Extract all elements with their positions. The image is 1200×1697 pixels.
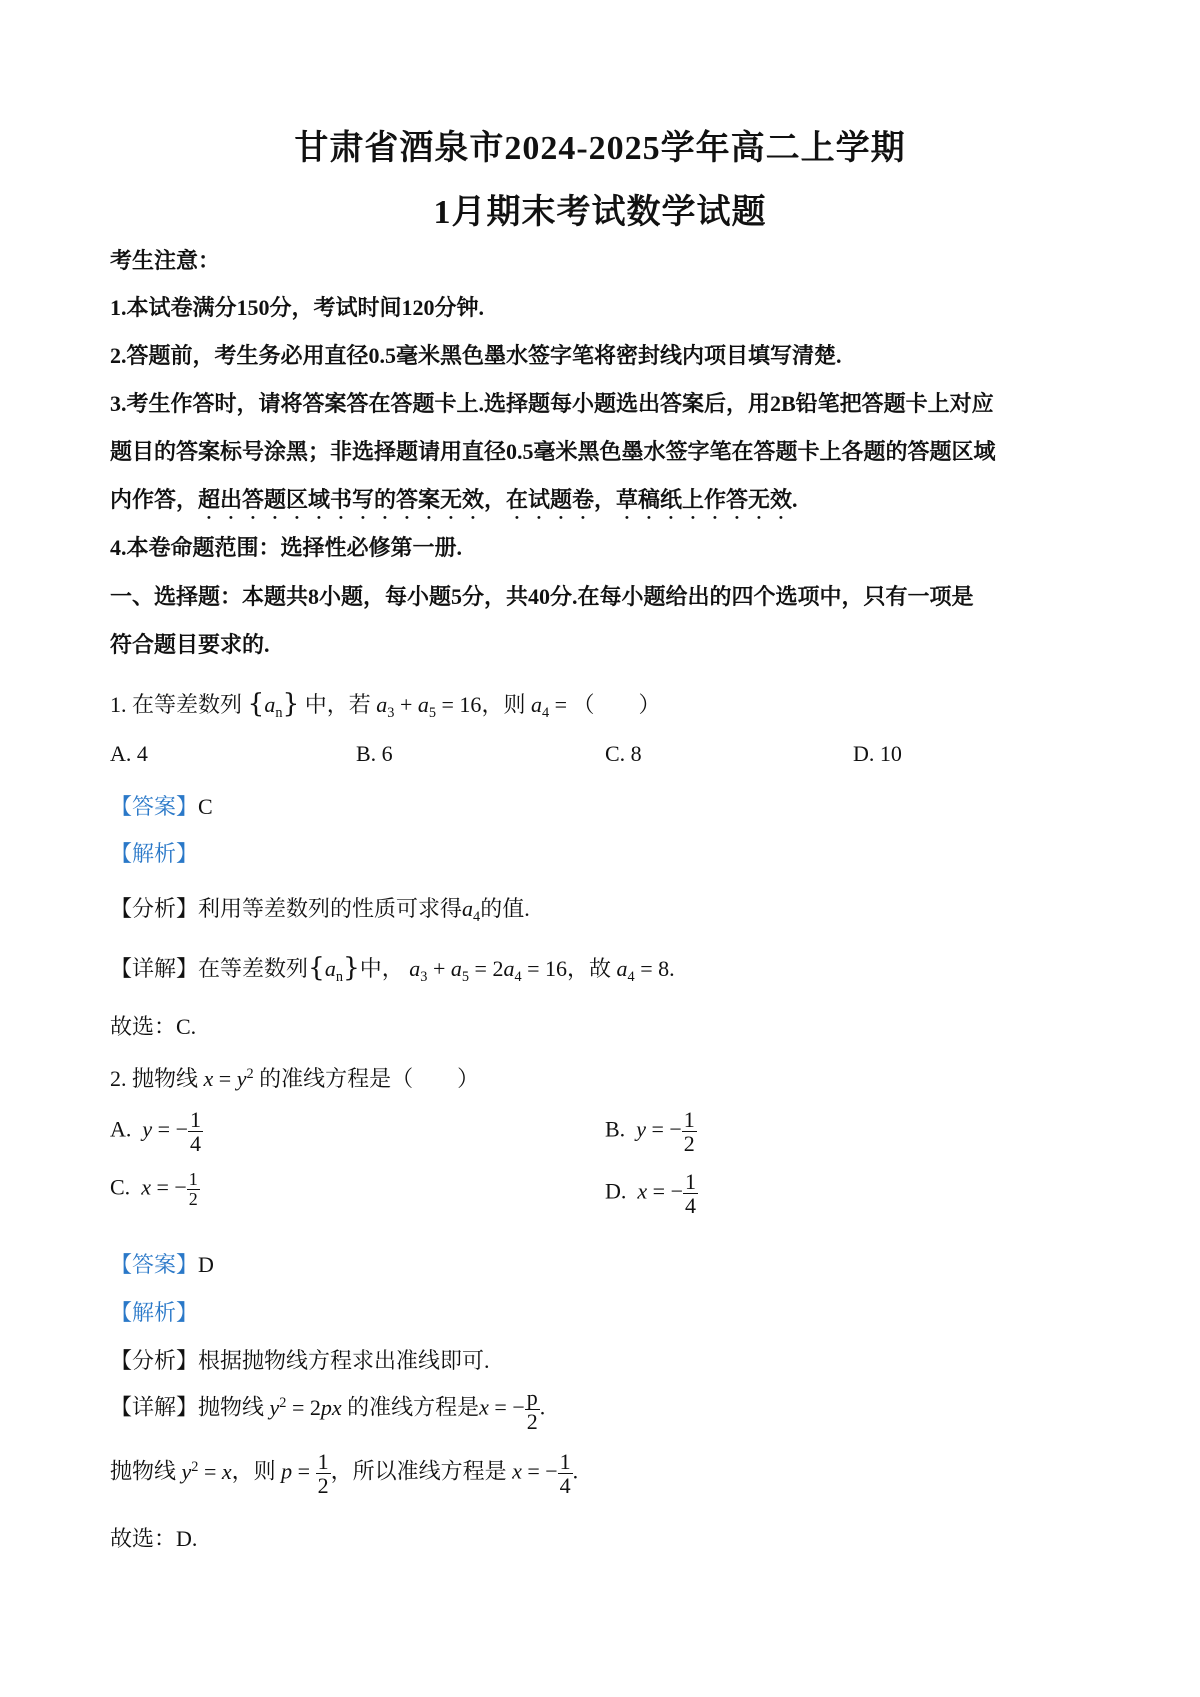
notice-heading: 考生注意： [110, 248, 221, 273]
q2-stem: 2. 抛物线 $x = y^2$ 的准线方程是（ ） [110, 1066, 480, 1091]
q1-xiangjie: 【详解】在等差数列$\{a_n\}$中， $a_3 + a_5 = 2a_4 = 16$，故 $a_4 = 8$. [110, 952, 675, 985]
notice-item-1: 1.本试卷满分150分，考试时间120分钟. [110, 295, 485, 320]
q1-stem: 1. 在等差数列 $\{a_n\}$ 中，若 $a_3 + a_5 = 16$，则 $a_4$ = （ ） [110, 688, 661, 721]
q1-sequence-expr: $\{a_n\}$ [247, 688, 300, 721]
notice-emphasis-text: 超出答题区域书写的答案无效，在试题卷，草稿纸上作答无效 [198, 487, 793, 512]
q1-option-a: A. 4 [110, 741, 148, 766]
notice-item-3-line3 [110, 483, 798, 524]
notice-item-2: 2.答题前，考生务必用直径0.5毫米黑色墨水签字笔将密封线内项目填写清楚. [110, 343, 842, 368]
q2-parabola-expr: $x = y^2$ [203, 1066, 254, 1091]
q2-derivation: 抛物线 $y^2 = x$，则 p = $\frac{1}{2}$ ，所以准线方程是 x = − $\frac{1}{4}$ . [110, 1449, 579, 1499]
q1-xiangjie-expr: $a_3 + a_5 = 2a_4 = 16$ [409, 956, 568, 985]
notice-item-3-line1: 3.考生作答时，请将答案答在答题卡上.选择题每小题选出答案后，用2B铅笔把答题卡上对应 [110, 391, 994, 416]
q1-a4-expr: $a_4$ [530, 692, 550, 721]
q1-fenxi: 【分析】利用等差数列的性质可求得$a_4$的值. [110, 896, 530, 925]
exam-title-line2: 1月期末考试数学试题 [433, 194, 767, 231]
section1-heading-line2: 符合题目要求的. [110, 632, 270, 657]
q2-analysis-tag: 【解析】 [110, 1300, 199, 1325]
q2-xiangjie: 【详解】抛物线 $y^2 = 2px$ 的准线方程是x = − $\frac{p}{2}$ . [110, 1385, 546, 1435]
q1-conclusion: 故选：C. [110, 1014, 197, 1039]
answer-tag: 【答案】 [110, 1252, 199, 1277]
q2-option-c: C. x = − $\frac{1}{2}$ [110, 1169, 198, 1209]
q2-conclusion: 故选：D. [110, 1526, 198, 1551]
q2-option-b: B. y = − $\frac{1}{2}$ [605, 1107, 695, 1157]
notice-item-3-line2: 题目的答案标号涂黑；非选择题请用直径0.5毫米黑色墨水签字笔在答题卡上各题的答题区域 [110, 439, 996, 464]
notice-period: . [792, 487, 798, 512]
q1-option-d: D. 10 [853, 741, 902, 766]
q1-option-c: C. 8 [605, 741, 642, 766]
q2-option-d: D. x = − $\frac{1}{4}$ [605, 1169, 696, 1219]
answer-value: D [198, 1252, 214, 1277]
q2-option-a: A. y = − $\frac{1}{4}$ [110, 1107, 201, 1157]
answer-tag: 【答案】 [110, 794, 199, 819]
answer-value: C [198, 794, 213, 819]
notice-item-3-text: 内作答， [110, 487, 199, 512]
q2-answer [110, 1248, 214, 1279]
q1-option-b: B. 6 [356, 741, 393, 766]
q1-result-expr: $a_4 = 8$ [616, 956, 670, 985]
q1-sum-expr: $a_3 + a_5$ [376, 692, 437, 721]
q1-analysis-tag: 【解析】 [110, 841, 199, 866]
notice-item-4: 4.本卷命题范围：选择性必修第一册. [110, 535, 463, 560]
q2-fenxi: 【分析】根据抛物线方程求出准线即可. [110, 1348, 490, 1373]
section1-heading-line1: 一、选择题：本题共8小题，每小题5分，共40分.在每小题给出的四个选项中，只有一项是 [110, 584, 974, 609]
q1-answer [110, 790, 213, 821]
exam-title-line1: 甘肃省酒泉市2024-2025学年高二上学期 [294, 130, 906, 167]
